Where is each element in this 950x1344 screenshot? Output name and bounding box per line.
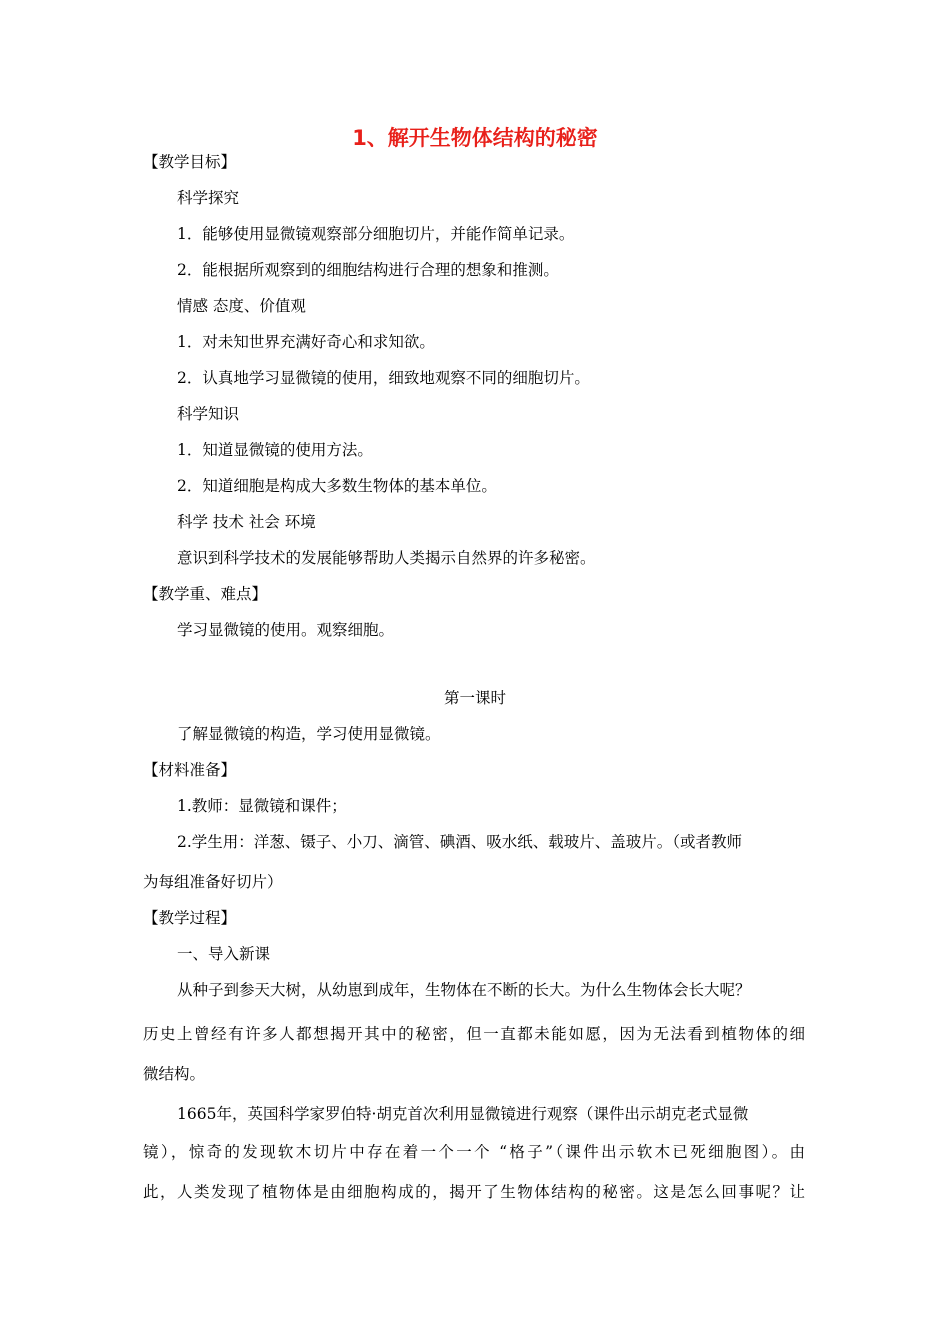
lesson-heading: 第一课时: [443, 689, 506, 707]
subheading-science-knowledge: 科学知识: [177, 405, 240, 423]
paragraph-line: 历史上曾经有许多人都想揭开其中的秘密，但一直都未能如愿，因为无法看到植物体的细: [143, 1025, 805, 1043]
paragraph-line: 1665年，英国科学家罗伯特·胡克首次利用显微镜进行观察（课件出示胡克老式显微: [177, 1105, 749, 1123]
document-title: 1、解开生物体结构的秘密: [352, 126, 598, 150]
paragraph: 意识到科学技术的发展能够帮助人类揭示自然界的许多秘密。: [177, 549, 596, 567]
paragraph: 了解显微镜的构造，学习使用显微镜。: [177, 725, 441, 743]
section-heading-teaching-goals: 【教学目标】: [143, 153, 237, 171]
paragraph-line: 微结构。: [143, 1065, 206, 1083]
subheading-sts: 科学 技术 社会 环境: [177, 513, 316, 531]
paragraph-line: 镜），惊奇的发现软木切片中存在着一个一个 “格子”（课件出示软木已死细胞图）。由: [143, 1143, 805, 1161]
subheading-science-inquiry: 科学探究: [177, 189, 240, 207]
list-item: 2.学生用：洋葱、镊子、小刀、滴管、碘酒、吸水纸、载玻片、盖玻片。（或者教师: [177, 833, 743, 851]
paragraph-line: 从种子到参天大树，从幼崽到成年，生物体在不断的长大。为什么生物体会长大呢？: [177, 981, 751, 999]
list-item-continuation: 为每组准备好切片）: [143, 873, 283, 891]
list-item: 2．知道细胞是构成大多数生物体的基本单位。: [177, 477, 497, 495]
subheading-emotion-attitude: 情感 态度、价值观: [177, 297, 306, 315]
list-item: 1．知道显微镜的使用方法。: [177, 441, 373, 459]
list-item: 2．认真地学习显微镜的使用，细致地观察不同的细胞切片。: [177, 369, 590, 387]
subheading-intro: 一、导入新课: [177, 945, 271, 963]
list-item: 2．能根据所观察到的细胞结构进行合理的想象和推测。: [177, 261, 559, 279]
section-heading-key-points: 【教学重、难点】: [143, 585, 268, 603]
paragraph: 学习显微镜的使用。观察细胞。: [177, 621, 395, 639]
paragraph-line: 此，人类发现了植物体是由细胞构成的，揭开了生物体结构的秘密。这是怎么回事呢？让: [143, 1183, 805, 1201]
section-heading-materials: 【材料准备】: [143, 761, 237, 779]
section-heading-process: 【教学过程】: [143, 909, 237, 927]
list-item: 1.教师：显微镜和课件；: [177, 797, 347, 815]
list-item: 1．对未知世界充满好奇心和求知欲。: [177, 333, 435, 351]
list-item: 1．能够使用显微镜观察部分细胞切片，并能作简单记录。: [177, 225, 575, 243]
